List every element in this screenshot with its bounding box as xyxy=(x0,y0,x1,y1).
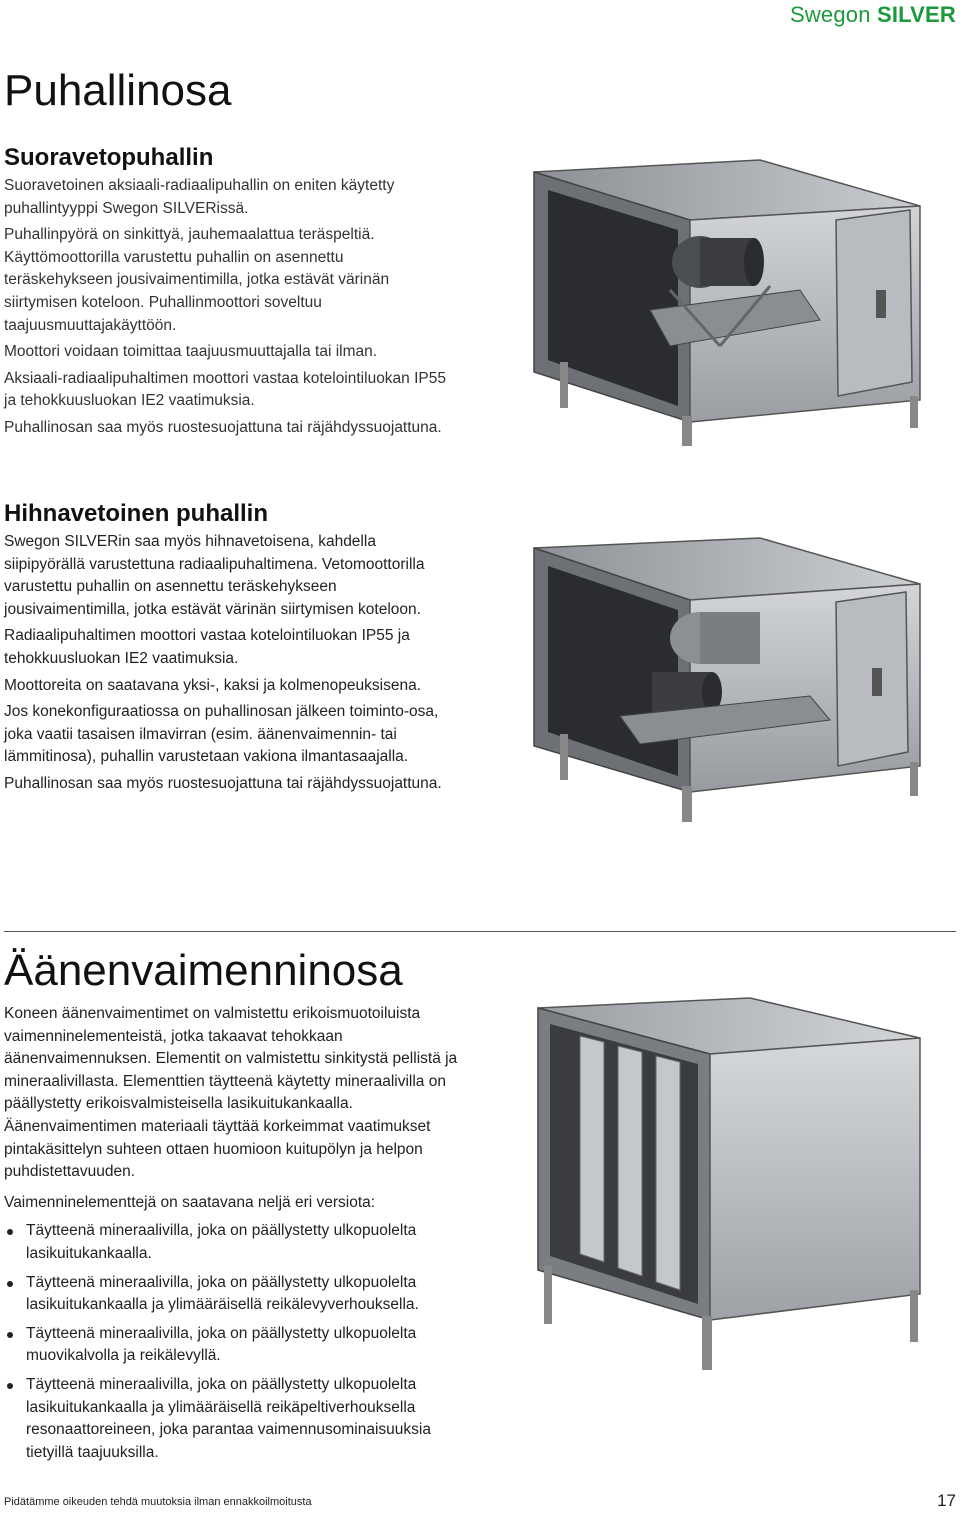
belt-fan-illustration xyxy=(510,520,940,830)
list-item: Täytteenä mineraalivilla, joka on päällystetty ulkopuolelta lasikuitukankaalla. xyxy=(4,1220,466,1265)
paragraph: Vaimenninelementtejä on saatavana neljä eri versiota: xyxy=(4,1193,376,1211)
paragraph: Swegon SILVERin saa myös hihnavetoisena, kahdella siipipyörällä varustettuna radiaalipuhaltimena. Vetomoottorilla varustettu puhallin on asennettu teräskehykseen jousivaimentimilla, jotka estävät värinän siirtymisen koteloon. xyxy=(4,533,425,618)
heading-hihnavetoinen-puhallin: Hihnavetoinen puhallin xyxy=(4,500,269,527)
bullet-list-versions xyxy=(4,1220,466,1464)
brand-product: SILVER xyxy=(876,2,956,27)
paragraph: Moottori voidaan toimittaa taajuusmuuttajalla tai ilman. xyxy=(4,343,378,361)
paragraph: Radiaalipuhaltimen moottori vastaa kotelointiluokan IP55 ja tehokkuusluokan IE2 vaatimuksia. xyxy=(4,627,410,667)
text-block-aanenvaimenninosa xyxy=(4,1003,466,1470)
list-item: Täytteenä mineraalivilla, joka on päällystetty ulkopuolelta lasikuitukankaalla ja ylimääräisellä reikäpeltiverhouksella resonaattoreineen, joka parantaa vaimennusominaisuuksia tietyillä taajuuksilla. xyxy=(4,1374,466,1464)
fan-unit-illustration xyxy=(520,150,940,450)
heading-suoravetopuhallin: Suoravetopuhallin xyxy=(4,144,214,171)
silencer-unit-image xyxy=(520,990,940,1390)
paragraph: Puhallinosan saa myös ruostesuojattuna tai räjähdyssuojattuna. xyxy=(4,418,442,436)
paragraph: Puhallinpyörä on sinkittyä, jauhemaalattua teräspeltiä. Käyttömoottorilla varustettu puhallin on asennettu teräskehykseen jousivaimentimilla, jotka estävät värinän siirtymisen koteloon. Puhallinmoottori soveltuu taajuusmuuttajakäyttöön. xyxy=(4,226,390,334)
brand-logo xyxy=(790,2,956,28)
section-title-aanenvaimenninosa: Äänenvaimenninosa xyxy=(4,946,403,995)
paragraph: Jos konekonfiguraatiossa on puhallinosan jälkeen toiminto-osa, joka vaatii tasaisen ilmavirran (esim. äänenvaimennin- tai lämmitinosa), puhallin varustetaan vakiona ilmantasaajalla. xyxy=(4,703,439,766)
paragraph: Aksiaali-radiaalipuhaltimen moottori vastaa kotelointiluokan IP55 ja tehokkuusluokan IE2 vaatimuksia. xyxy=(4,369,446,410)
page-number: 17 xyxy=(937,1491,956,1510)
text-block-hihnavetoinen xyxy=(4,531,456,800)
belt-drive-fan-unit-image xyxy=(510,520,940,830)
section-title-puhallinosa: Puhallinosa xyxy=(4,66,232,115)
brand-name: Swegon xyxy=(789,2,871,27)
section-divider xyxy=(4,931,956,932)
paragraph: Puhallinosan saa myös ruostesuojattuna tai räjähdyssuojattuna. xyxy=(4,774,442,792)
list-item: Täytteenä mineraalivilla, joka on päällystetty ulkopuolelta muovikalvolla ja reikälevyllä. xyxy=(4,1323,466,1368)
text-block-suoravetopuhallin xyxy=(4,175,456,444)
paragraph: Moottoreita on saatavana yksi-, kaksi ja kolmenopeuksisena. xyxy=(4,676,421,694)
paragraph: Suoravetoinen aksiaali-radiaalipuhallin on eniten käytetty puhallintyyppi Swegon SILVERissä. xyxy=(4,177,395,217)
paragraph: Koneen äänenvaimentimet on valmistettu erikoismuotoiluista vaimenninelementeistä, jotka takaavat tehokkaan äänenvaimennuksen. Elementit on valmistettu sinkitystä pellistä ja mineraalivillasta. Elementtien täytteenä käytetty mineraalivilla on päällystetty erikoisvalmisteisella lasikuitukankaalla. Äänenvaimentimen materiaali täyttää korkeimmat vaatimukset pintakäsittelyn suhteen ottaen huomioon kuitupölyn ja helpon puhdistettavuuden. xyxy=(4,1005,458,1181)
footer-disclaimer: Pidätämme oikeuden tehdä muutoksia ilman ennakkoilmoitusta xyxy=(4,1496,312,1508)
list-item: Täytteenä mineraalivilla, joka on päällystetty ulkopuolelta lasikuitukankaalla ja ylimääräisellä reikälevyverhouksella. xyxy=(4,1272,466,1317)
direct-drive-fan-unit-image xyxy=(520,150,940,450)
silencer-illustration xyxy=(520,990,940,1390)
